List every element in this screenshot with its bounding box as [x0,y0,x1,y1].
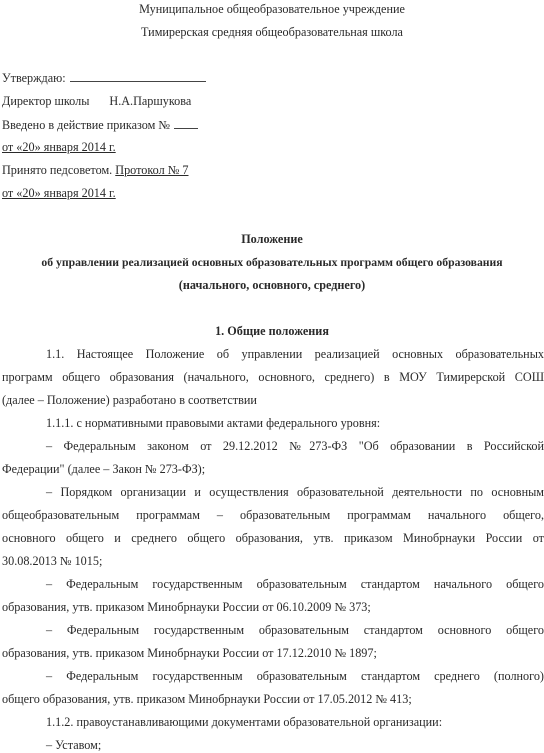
paragraph-5-line-1: – Федеральным государственным образовательным стандартом начального общего [46,577,544,591]
title-line-1: Положение [241,232,303,246]
paragraph-7-line-2: общего образования, утв. приказом Минобрнауки России от 17.05.2012 № 413; [2,692,412,706]
paragraph-2: 1.1.1. с нормативными правовыми актами федерального уровня: [46,416,381,430]
enacted-label: Введено в действие приказом № [2,118,171,132]
director-line [2,94,544,109]
paragraph-6-line-1: – Федеральным государственным образовательным стандартом основного общего [46,623,544,637]
director-name: Н.А.Паршукова [109,94,192,108]
protocol-number: Протокол № 7 [115,163,189,177]
paragraph-4-line-4: 30.08.2013 № 1015; [2,554,103,568]
paragraph-9: – Уставом; [46,738,102,752]
paragraph-1-line-3: (далее – Положение) разработано в соответствии [2,393,257,407]
adopted-date: от «20» января 2014 г. [2,186,116,200]
paragraph-3-line-1: – Федеральным законом от 29.12.2012 №273-ФЗ "Об образовании в Российской [46,439,544,453]
paragraph-7-line-1: – Федеральным государственным образовательным стандартом среднего (полного) [46,669,544,683]
adopted-label: Принято педсоветом. [2,163,113,177]
adopted-line [2,163,544,178]
enacted-line [2,117,544,133]
paragraph-6-line-2: образования, утв. приказом Минобрнауки России от 17.12.2010 № 1897; [2,646,377,660]
paragraph-3-line-2: Федерации" (далее – Закон № 273-ФЗ); [2,462,206,476]
section-heading: 1. Общие положения [215,324,329,338]
paragraph-1-line-1: 1.1. Настоящее Положение об управлении реализацией основных образовательных [46,347,544,361]
paragraph-8: 1.1.2. правоустанавливающими документами образовательной организации: [46,715,443,729]
approved-label: Утверждаю: [2,71,66,85]
paragraph-4-line-1: – Порядком организации и осуществления образовательной деятельности по основным [46,485,544,499]
approved-line [2,70,544,86]
paragraph-1-line-2: программ общего образования (начального, основного, среднего) в МОУ Тимирерской СОШ [2,370,544,384]
order-number-blank [174,117,198,129]
title-line-2: об управлении реализацией основных образовательных программ общего образования [41,256,503,269]
enacted-date: от «20» января 2014 г. [2,140,116,154]
paragraph-4-line-3: основного общего и среднего общего образования, утв. приказом Минобрнауки России от [2,531,544,545]
director-label: Директор школы [2,94,90,108]
school-name: Тимирерская средняя общеобразовательная школа [141,25,403,39]
institution-line: Муниципальное общеобразовательное учреждение [139,2,405,16]
paragraph-5-line-2: образования, утв. приказом Минобрнауки России от 06.10.2009 № 373; [2,600,371,614]
signature-blank [70,70,206,82]
paragraph-4-line-2: общеобразовательным программам – образовательным программам начального общего, [2,508,544,522]
title-line-3: (начального, основного, среднего) [178,278,366,292]
